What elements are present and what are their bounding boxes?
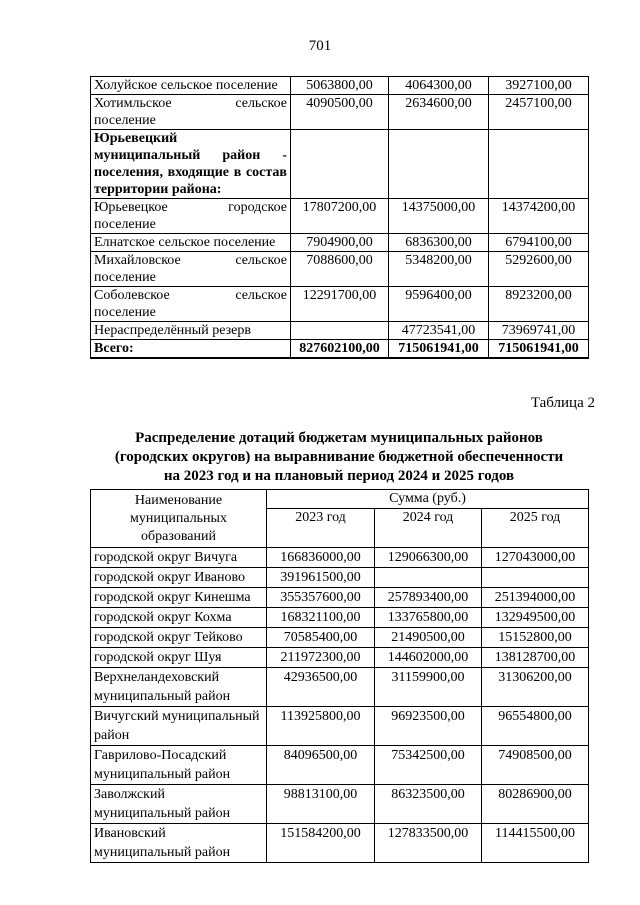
header-year-2025: 2025 год	[482, 509, 589, 548]
table2-row	[91, 785, 589, 824]
value-2023-cell: 211972300,00	[267, 648, 375, 668]
table2-row	[91, 648, 589, 668]
row-name-cell: Всего:	[91, 340, 291, 359]
value-2023-cell: 7088600,00	[291, 252, 389, 287]
table2-row	[91, 548, 589, 568]
value-2024-cell: 14375000,00	[389, 199, 489, 234]
value-2025-cell: 127043000,00	[482, 548, 589, 568]
value-2024-cell: 96923500,00	[375, 707, 482, 746]
table1-row	[91, 199, 589, 234]
header-year-2023: 2023 год	[267, 509, 375, 548]
value-2025-cell: 2457100,00	[489, 95, 589, 130]
row-name-cell: городской округ Иваново	[91, 568, 267, 588]
value-2024-cell: 257893400,00	[375, 588, 482, 608]
value-2023-cell: 151584200,00	[267, 824, 375, 863]
value-2023-cell: 7904900,00	[291, 234, 389, 252]
value-2025-cell: 715061941,00	[489, 340, 589, 359]
value-2023-cell	[291, 130, 389, 199]
value-2023-cell: 42936500,00	[267, 668, 375, 707]
table-2-body	[91, 548, 589, 863]
value-2025-cell	[482, 568, 589, 588]
table2-row	[91, 588, 589, 608]
value-2024-cell: 715061941,00	[389, 340, 489, 359]
value-2024-cell: 133765800,00	[375, 608, 482, 628]
value-2023-cell: 17807200,00	[291, 199, 389, 234]
table-2-title-line-2: (городских округов) на выравнивание бюджетной обеспеченности	[114, 449, 564, 465]
table-2-label: Таблица 2	[530, 395, 595, 411]
value-2024-cell: 6836300,00	[389, 234, 489, 252]
row-name-cell: городской округ Шуя	[91, 648, 267, 668]
row-name-cell: городской округ Кохма	[91, 608, 267, 628]
row-name-cell: Михайловское сельское поселение	[91, 252, 291, 287]
header-year-2024: 2024 год	[375, 509, 482, 548]
value-2023-cell: 70585400,00	[267, 628, 375, 648]
value-2024-cell: 47723541,00	[389, 322, 489, 340]
table1-row	[91, 130, 589, 199]
table1-row	[91, 340, 589, 359]
table2-row	[91, 746, 589, 785]
value-2025-cell: 6794100,00	[489, 234, 589, 252]
row-name-cell: Юрьевецкое городское поселение	[91, 199, 291, 234]
value-2025-cell	[489, 130, 589, 199]
value-2025-cell: 31306200,00	[482, 668, 589, 707]
value-2023-cell: 4090500,00	[291, 95, 389, 130]
value-2023-cell: 168321100,00	[267, 608, 375, 628]
row-name-cell: Соболевское сельское поселение	[91, 287, 291, 322]
row-name-cell: городской округ Вичуга	[91, 548, 267, 568]
table-2-title	[90, 429, 588, 486]
row-name-cell: Хотимльское сельское поселение	[91, 95, 291, 130]
value-2025-cell: 8923200,00	[489, 287, 589, 322]
row-name-cell: Елнатское сельское поселение	[91, 234, 291, 252]
value-2024-cell: 86323500,00	[375, 785, 482, 824]
row-name-cell: Вичугский муниципальный район	[91, 707, 267, 746]
value-2023-cell: 12291700,00	[291, 287, 389, 322]
header-name: Наименование муниципальных образований	[91, 490, 267, 548]
value-2023-cell: 166836000,00	[267, 548, 375, 568]
table2-row	[91, 668, 589, 707]
value-2025-cell: 251394000,00	[482, 588, 589, 608]
value-2023-cell	[291, 322, 389, 340]
value-2025-cell: 73969741,00	[489, 322, 589, 340]
table2-row	[91, 568, 589, 588]
value-2023-cell: 98813100,00	[267, 785, 375, 824]
value-2025-cell: 3927100,00	[489, 77, 589, 95]
table-2-title-line-3: на 2023 год и на плановый период 2024 и 2025 годов	[163, 468, 515, 484]
value-2024-cell: 127833500,00	[375, 824, 482, 863]
row-name-cell: городской округ Кинешма	[91, 588, 267, 608]
row-name-cell: Холуйское сельское поселение	[91, 77, 291, 95]
page-number: 701	[308, 38, 332, 54]
table2-row	[91, 628, 589, 648]
header-sum: Сумма (руб.)	[267, 490, 589, 509]
table1-row	[91, 234, 589, 252]
table-2-title-line-1: Распределение дотаций бюджетам муниципальных районов	[135, 430, 543, 446]
row-name-cell: городской округ Тейково	[91, 628, 267, 648]
value-2025-cell: 96554800,00	[482, 707, 589, 746]
value-2024-cell: 9596400,00	[389, 287, 489, 322]
value-2025-cell: 5292600,00	[489, 252, 589, 287]
value-2023-cell: 5063800,00	[291, 77, 389, 95]
value-2024-cell	[375, 568, 482, 588]
value-2024-cell: 31159900,00	[375, 668, 482, 707]
row-name-cell: Гаврилово-Посадский муниципальный район	[91, 746, 267, 785]
table-1-body	[91, 77, 589, 359]
value-2025-cell: 138128700,00	[482, 648, 589, 668]
table2-row	[91, 707, 589, 746]
value-2023-cell: 355357600,00	[267, 588, 375, 608]
row-name-cell: Верхнеландеховский муниципальный район	[91, 668, 267, 707]
table2-row	[91, 824, 589, 863]
value-2025-cell: 114415500,00	[482, 824, 589, 863]
value-2024-cell: 129066300,00	[375, 548, 482, 568]
table1-row	[91, 95, 589, 130]
value-2025-cell: 15152800,00	[482, 628, 589, 648]
value-2024-cell: 4064300,00	[389, 77, 489, 95]
value-2024-cell: 5348200,00	[389, 252, 489, 287]
row-name-cell: Нераспределённый резерв	[91, 322, 291, 340]
value-2024-cell: 75342500,00	[375, 746, 482, 785]
table1-row	[91, 252, 589, 287]
row-name-cell: Заволжский муниципальный район	[91, 785, 267, 824]
value-2025-cell: 14374200,00	[489, 199, 589, 234]
value-2024-cell	[389, 130, 489, 199]
table-1-continuation	[90, 76, 589, 359]
table1-row	[91, 287, 589, 322]
value-2025-cell: 80286900,00	[482, 785, 589, 824]
value-2023-cell: 391961500,00	[267, 568, 375, 588]
value-2025-cell: 132949500,00	[482, 608, 589, 628]
row-name-cell: Ивановский муниципальный район	[91, 824, 267, 863]
table1-row	[91, 77, 589, 95]
value-2025-cell: 74908500,00	[482, 746, 589, 785]
value-2024-cell: 2634600,00	[389, 95, 489, 130]
value-2023-cell: 84096500,00	[267, 746, 375, 785]
table-2-header-row	[91, 490, 589, 509]
value-2023-cell: 827602100,00	[291, 340, 389, 359]
value-2024-cell: 21490500,00	[375, 628, 482, 648]
row-name-cell: Юрьевецкий муниципальный район - поселения, входящие в состав территории района:	[91, 130, 291, 199]
value-2024-cell: 144602000,00	[375, 648, 482, 668]
table-2	[90, 489, 589, 863]
table2-row	[91, 608, 589, 628]
value-2023-cell: 113925800,00	[267, 707, 375, 746]
table1-row	[91, 322, 589, 340]
